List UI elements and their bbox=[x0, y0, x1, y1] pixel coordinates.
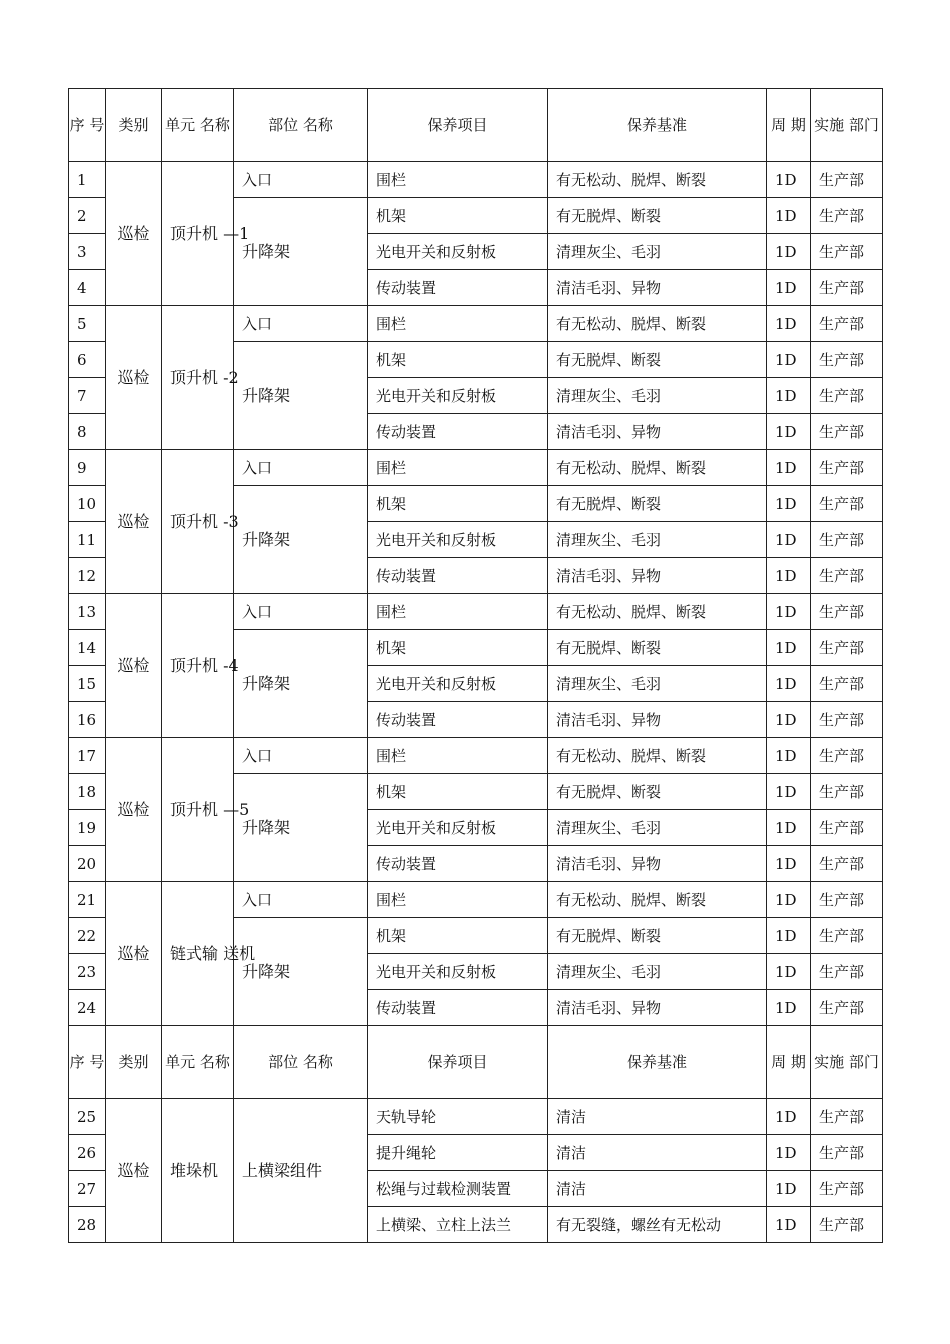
maintenance-item: 光电开关和反射板 bbox=[368, 522, 548, 558]
maintenance-item: 光电开关和反射板 bbox=[368, 810, 548, 846]
row-number: 15 bbox=[69, 666, 106, 702]
header-seq: 序 号 bbox=[69, 89, 106, 162]
row-number: 17 bbox=[69, 738, 106, 774]
maintenance-standard: 清洁毛羽、异物 bbox=[548, 702, 767, 738]
cycle-cell: 1D bbox=[767, 1099, 811, 1135]
department-cell: 生产部 bbox=[811, 270, 883, 306]
maintenance-item: 天轨导轮 bbox=[368, 1099, 548, 1135]
maintenance-standard: 清理灰尘、毛羽 bbox=[548, 954, 767, 990]
header-dept: 实施 部门 bbox=[811, 1026, 883, 1099]
unit-name-cell: 顶升机 -3 bbox=[162, 450, 234, 594]
row-number: 8 bbox=[69, 414, 106, 450]
department-cell: 生产部 bbox=[811, 1207, 883, 1243]
maintenance-standard: 清理灰尘、毛羽 bbox=[548, 522, 767, 558]
maintenance-standard: 有无松动、脱焊、断裂 bbox=[548, 882, 767, 918]
cycle-cell: 1D bbox=[767, 342, 811, 378]
cycle-cell: 1D bbox=[767, 594, 811, 630]
department-cell: 生产部 bbox=[811, 378, 883, 414]
category-cell: 巡检 bbox=[106, 738, 162, 882]
unit-name-cell: 顶升机 -2 bbox=[162, 306, 234, 450]
department-cell: 生产部 bbox=[811, 810, 883, 846]
cycle-cell: 1D bbox=[767, 1135, 811, 1171]
maintenance-standard: 有无松动、脱焊、断裂 bbox=[548, 450, 767, 486]
maintenance-standard: 有无松动、脱焊、断裂 bbox=[548, 594, 767, 630]
maintenance-standard: 有无松动、脱焊、断裂 bbox=[548, 162, 767, 198]
maintenance-item: 机架 bbox=[368, 774, 548, 810]
maintenance-standard: 有无脱焊、断裂 bbox=[548, 630, 767, 666]
maintenance-item: 上横梁、立柱上法兰 bbox=[368, 1207, 548, 1243]
maintenance-standard: 清理灰尘、毛羽 bbox=[548, 234, 767, 270]
maintenance-item: 光电开关和反射板 bbox=[368, 666, 548, 702]
category-cell: 巡检 bbox=[106, 882, 162, 1026]
department-cell: 生产部 bbox=[811, 882, 883, 918]
cycle-cell: 1D bbox=[767, 882, 811, 918]
position-name-cell: 升降架 bbox=[234, 918, 368, 1026]
department-cell: 生产部 bbox=[811, 918, 883, 954]
header-cycle: 周 期 bbox=[767, 89, 811, 162]
position-name-cell: 入口 bbox=[234, 594, 368, 630]
category-cell: 巡检 bbox=[106, 306, 162, 450]
row-number: 10 bbox=[69, 486, 106, 522]
maintenance-item: 传动装置 bbox=[368, 558, 548, 594]
maintenance-item: 松绳与过载检测装置 bbox=[368, 1171, 548, 1207]
maintenance-item: 传动装置 bbox=[368, 270, 548, 306]
department-cell: 生产部 bbox=[811, 1135, 883, 1171]
header-cycle: 周 期 bbox=[767, 1026, 811, 1099]
maintenance-item: 光电开关和反射板 bbox=[368, 378, 548, 414]
position-name-cell: 升降架 bbox=[234, 198, 368, 306]
position-name-cell: 入口 bbox=[234, 306, 368, 342]
unit-name-cell: 堆垛机 bbox=[162, 1099, 234, 1243]
department-cell: 生产部 bbox=[811, 234, 883, 270]
position-name-cell: 升降架 bbox=[234, 486, 368, 594]
maintenance-item: 围栏 bbox=[368, 882, 548, 918]
row-number: 14 bbox=[69, 630, 106, 666]
row-number: 1 bbox=[69, 162, 106, 198]
header-position: 部位 名称 bbox=[234, 89, 368, 162]
maintenance-standard: 清洁毛羽、异物 bbox=[548, 558, 767, 594]
department-cell: 生产部 bbox=[811, 198, 883, 234]
row-number: 24 bbox=[69, 990, 106, 1026]
row-number: 9 bbox=[69, 450, 106, 486]
cycle-cell: 1D bbox=[767, 198, 811, 234]
department-cell: 生产部 bbox=[811, 486, 883, 522]
table-row bbox=[69, 738, 883, 774]
header-item: 保养项目 bbox=[368, 89, 548, 162]
maintenance-item: 围栏 bbox=[368, 738, 548, 774]
cycle-cell: 1D bbox=[767, 270, 811, 306]
row-number: 16 bbox=[69, 702, 106, 738]
department-cell: 生产部 bbox=[811, 558, 883, 594]
department-cell: 生产部 bbox=[811, 306, 883, 342]
header-position: 部位 名称 bbox=[234, 1026, 368, 1099]
cycle-cell: 1D bbox=[767, 486, 811, 522]
position-name-cell: 上横梁组件 bbox=[234, 1099, 368, 1243]
maintenance-item: 传动装置 bbox=[368, 702, 548, 738]
position-name-cell: 入口 bbox=[234, 450, 368, 486]
maintenance-standard: 有无裂缝，螺丝有无松动 bbox=[548, 1207, 767, 1243]
maintenance-standard: 清理灰尘、毛羽 bbox=[548, 666, 767, 702]
table-row bbox=[69, 450, 883, 486]
row-number: 2 bbox=[69, 198, 106, 234]
maintenance-item: 光电开关和反射板 bbox=[368, 234, 548, 270]
row-number: 3 bbox=[69, 234, 106, 270]
cycle-cell: 1D bbox=[767, 702, 811, 738]
cycle-cell: 1D bbox=[767, 558, 811, 594]
cycle-cell: 1D bbox=[767, 414, 811, 450]
maintenance-standard: 清理灰尘、毛羽 bbox=[548, 810, 767, 846]
row-number: 25 bbox=[69, 1099, 106, 1135]
header-item: 保养项目 bbox=[368, 1026, 548, 1099]
maintenance-standard: 有无松动、脱焊、断裂 bbox=[548, 306, 767, 342]
row-number: 4 bbox=[69, 270, 106, 306]
maintenance-item: 传动装置 bbox=[368, 990, 548, 1026]
row-number: 12 bbox=[69, 558, 106, 594]
maintenance-item: 围栏 bbox=[368, 450, 548, 486]
department-cell: 生产部 bbox=[811, 990, 883, 1026]
maintenance-standard: 清洁毛羽、异物 bbox=[548, 846, 767, 882]
maintenance-standard: 有无脱焊、断裂 bbox=[548, 486, 767, 522]
department-cell: 生产部 bbox=[811, 774, 883, 810]
department-cell: 生产部 bbox=[811, 162, 883, 198]
maintenance-table bbox=[68, 88, 883, 1243]
table-row bbox=[69, 162, 883, 198]
position-name-cell: 入口 bbox=[234, 162, 368, 198]
maintenance-item: 提升绳轮 bbox=[368, 1135, 548, 1171]
row-number: 11 bbox=[69, 522, 106, 558]
row-number: 19 bbox=[69, 810, 106, 846]
category-cell: 巡检 bbox=[106, 162, 162, 306]
cycle-cell: 1D bbox=[767, 954, 811, 990]
cycle-cell: 1D bbox=[767, 810, 811, 846]
maintenance-item: 围栏 bbox=[368, 594, 548, 630]
header-category: 类别 bbox=[106, 1026, 162, 1099]
maintenance-item: 传动装置 bbox=[368, 846, 548, 882]
maintenance-standard: 有无脱焊、断裂 bbox=[548, 198, 767, 234]
row-number: 18 bbox=[69, 774, 106, 810]
cycle-cell: 1D bbox=[767, 738, 811, 774]
row-number: 7 bbox=[69, 378, 106, 414]
position-name-cell: 升降架 bbox=[234, 342, 368, 450]
maintenance-item: 机架 bbox=[368, 630, 548, 666]
department-cell: 生产部 bbox=[811, 666, 883, 702]
row-number: 13 bbox=[69, 594, 106, 630]
maintenance-standard: 清理灰尘、毛羽 bbox=[548, 378, 767, 414]
position-name-cell: 入口 bbox=[234, 882, 368, 918]
header-category: 类别 bbox=[106, 89, 162, 162]
cycle-cell: 1D bbox=[767, 1207, 811, 1243]
maintenance-item: 光电开关和反射板 bbox=[368, 954, 548, 990]
department-cell: 生产部 bbox=[811, 738, 883, 774]
header-unit: 单元 名称 bbox=[162, 1026, 234, 1099]
header-dept: 实施 部门 bbox=[811, 89, 883, 162]
header-standard: 保养基准 bbox=[548, 1026, 767, 1099]
position-name-cell: 升降架 bbox=[234, 774, 368, 882]
maintenance-standard: 有无脱焊、断裂 bbox=[548, 774, 767, 810]
category-cell: 巡检 bbox=[106, 450, 162, 594]
header-standard: 保养基准 bbox=[548, 89, 767, 162]
cycle-cell: 1D bbox=[767, 666, 811, 702]
department-cell: 生产部 bbox=[811, 846, 883, 882]
maintenance-standard: 清洁 bbox=[548, 1135, 767, 1171]
maintenance-standard: 有无脱焊、断裂 bbox=[548, 342, 767, 378]
position-name-cell: 入口 bbox=[234, 738, 368, 774]
maintenance-standard: 清洁毛羽、异物 bbox=[548, 990, 767, 1026]
maintenance-standard: 清洁 bbox=[548, 1099, 767, 1135]
table-header-row bbox=[69, 89, 883, 162]
department-cell: 生产部 bbox=[811, 630, 883, 666]
category-cell: 巡检 bbox=[106, 1099, 162, 1243]
table-row bbox=[69, 306, 883, 342]
row-number: 28 bbox=[69, 1207, 106, 1243]
table-row bbox=[69, 1099, 883, 1135]
cycle-cell: 1D bbox=[767, 522, 811, 558]
department-cell: 生产部 bbox=[811, 594, 883, 630]
department-cell: 生产部 bbox=[811, 954, 883, 990]
unit-name-cell: 顶升机 —1 bbox=[162, 162, 234, 306]
maintenance-item: 机架 bbox=[368, 918, 548, 954]
table-row bbox=[69, 594, 883, 630]
cycle-cell: 1D bbox=[767, 774, 811, 810]
department-cell: 生产部 bbox=[811, 1099, 883, 1135]
cycle-cell: 1D bbox=[767, 1171, 811, 1207]
cycle-cell: 1D bbox=[767, 162, 811, 198]
category-cell: 巡检 bbox=[106, 594, 162, 738]
position-name-cell: 升降架 bbox=[234, 630, 368, 738]
maintenance-item: 传动装置 bbox=[368, 414, 548, 450]
maintenance-standard: 清洁毛羽、异物 bbox=[548, 270, 767, 306]
row-number: 20 bbox=[69, 846, 106, 882]
maintenance-standard: 有无松动、脱焊、断裂 bbox=[548, 738, 767, 774]
unit-name-cell: 顶升机 —5 bbox=[162, 738, 234, 882]
cycle-cell: 1D bbox=[767, 378, 811, 414]
table-header-row bbox=[69, 1026, 883, 1099]
row-number: 21 bbox=[69, 882, 106, 918]
maintenance-item: 围栏 bbox=[368, 306, 548, 342]
row-number: 23 bbox=[69, 954, 106, 990]
maintenance-standard: 清洁毛羽、异物 bbox=[548, 414, 767, 450]
maintenance-standard: 有无脱焊、断裂 bbox=[548, 918, 767, 954]
header-unit: 单元 名称 bbox=[162, 89, 234, 162]
maintenance-standard: 清洁 bbox=[548, 1171, 767, 1207]
maintenance-item: 机架 bbox=[368, 342, 548, 378]
unit-name-cell: 顶升机 -4 bbox=[162, 594, 234, 738]
department-cell: 生产部 bbox=[811, 450, 883, 486]
department-cell: 生产部 bbox=[811, 414, 883, 450]
department-cell: 生产部 bbox=[811, 702, 883, 738]
row-number: 27 bbox=[69, 1171, 106, 1207]
row-number: 26 bbox=[69, 1135, 106, 1171]
department-cell: 生产部 bbox=[811, 342, 883, 378]
cycle-cell: 1D bbox=[767, 630, 811, 666]
cycle-cell: 1D bbox=[767, 918, 811, 954]
row-number: 5 bbox=[69, 306, 106, 342]
row-number: 6 bbox=[69, 342, 106, 378]
unit-name-cell: 链式输 送机 bbox=[162, 882, 234, 1026]
maintenance-item: 机架 bbox=[368, 486, 548, 522]
cycle-cell: 1D bbox=[767, 990, 811, 1026]
header-seq: 序 号 bbox=[69, 1026, 106, 1099]
row-number: 22 bbox=[69, 918, 106, 954]
cycle-cell: 1D bbox=[767, 450, 811, 486]
maintenance-item: 围栏 bbox=[368, 162, 548, 198]
maintenance-item: 机架 bbox=[368, 198, 548, 234]
cycle-cell: 1D bbox=[767, 306, 811, 342]
table-row bbox=[69, 882, 883, 918]
department-cell: 生产部 bbox=[811, 1171, 883, 1207]
cycle-cell: 1D bbox=[767, 846, 811, 882]
department-cell: 生产部 bbox=[811, 522, 883, 558]
cycle-cell: 1D bbox=[767, 234, 811, 270]
